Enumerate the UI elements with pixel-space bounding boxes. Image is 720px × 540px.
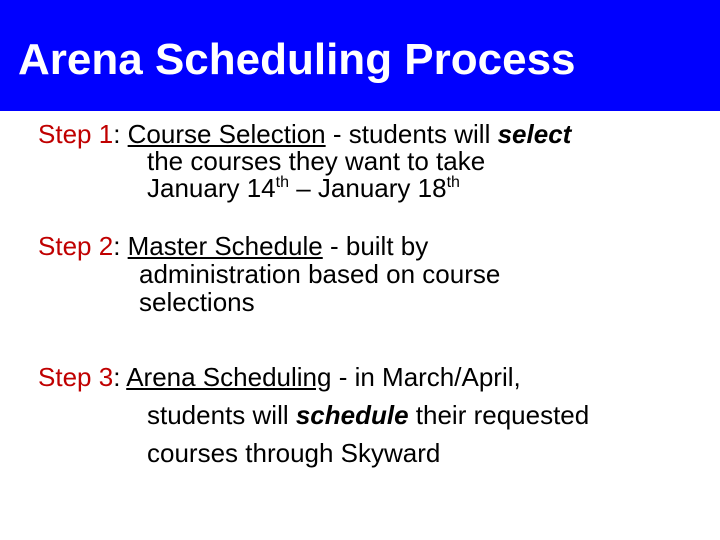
date-dash: – — [289, 173, 318, 203]
step-colon: : — [113, 119, 128, 149]
step-3 — [38, 358, 589, 472]
step-number: 3 — [98, 362, 114, 392]
step-3-label — [38, 362, 113, 392]
step-3-name: Arena Scheduling — [126, 362, 332, 392]
slide-title: Arena Scheduling Process — [18, 35, 576, 84]
step-label-word: Step — [38, 231, 99, 261]
step-3-description: - in March/April, — [331, 362, 521, 392]
step-label-word: Step — [38, 362, 99, 392]
step-1-emphasis: select — [497, 119, 572, 149]
step-1-line-1 — [38, 121, 571, 148]
date-start-suffix: th — [275, 174, 289, 191]
date-end: January 18 — [317, 173, 447, 203]
step-3-line-1 — [38, 358, 589, 396]
step-2-label — [38, 231, 113, 261]
step-number: 1 — [98, 119, 114, 149]
step-number: 2 — [98, 231, 114, 261]
step-2-line-1 — [38, 232, 500, 260]
step-2-line-2: administration based on course — [139, 259, 501, 289]
date-start: January 14 — [147, 173, 276, 203]
title-bar — [0, 0, 720, 111]
step-colon: : — [113, 362, 127, 392]
step-1-name: Course Selection — [127, 119, 326, 149]
step-2 — [38, 232, 500, 316]
step-label-word: Step — [38, 119, 99, 149]
step-3-emphasis: schedule — [295, 400, 409, 430]
step-2-line-3: selections — [139, 287, 255, 317]
step-3-line-2 — [38, 396, 589, 434]
step-3-line-2-end: their requested — [408, 400, 590, 430]
step-1-label — [38, 119, 113, 149]
date-end-suffix: th — [446, 174, 460, 191]
step-1-line-2: the courses they want to take — [147, 146, 486, 176]
step-1-description: - students will — [325, 119, 498, 149]
step-2-description: - built by — [322, 231, 429, 261]
step-1 — [38, 121, 571, 202]
step-3-line-2-start: students will — [147, 400, 296, 430]
step-colon: : — [113, 231, 128, 261]
step-1-line-3 — [38, 175, 571, 202]
step-2-name: Master Schedule — [127, 231, 323, 261]
step-3-line-3: courses through Skyward — [147, 438, 441, 468]
